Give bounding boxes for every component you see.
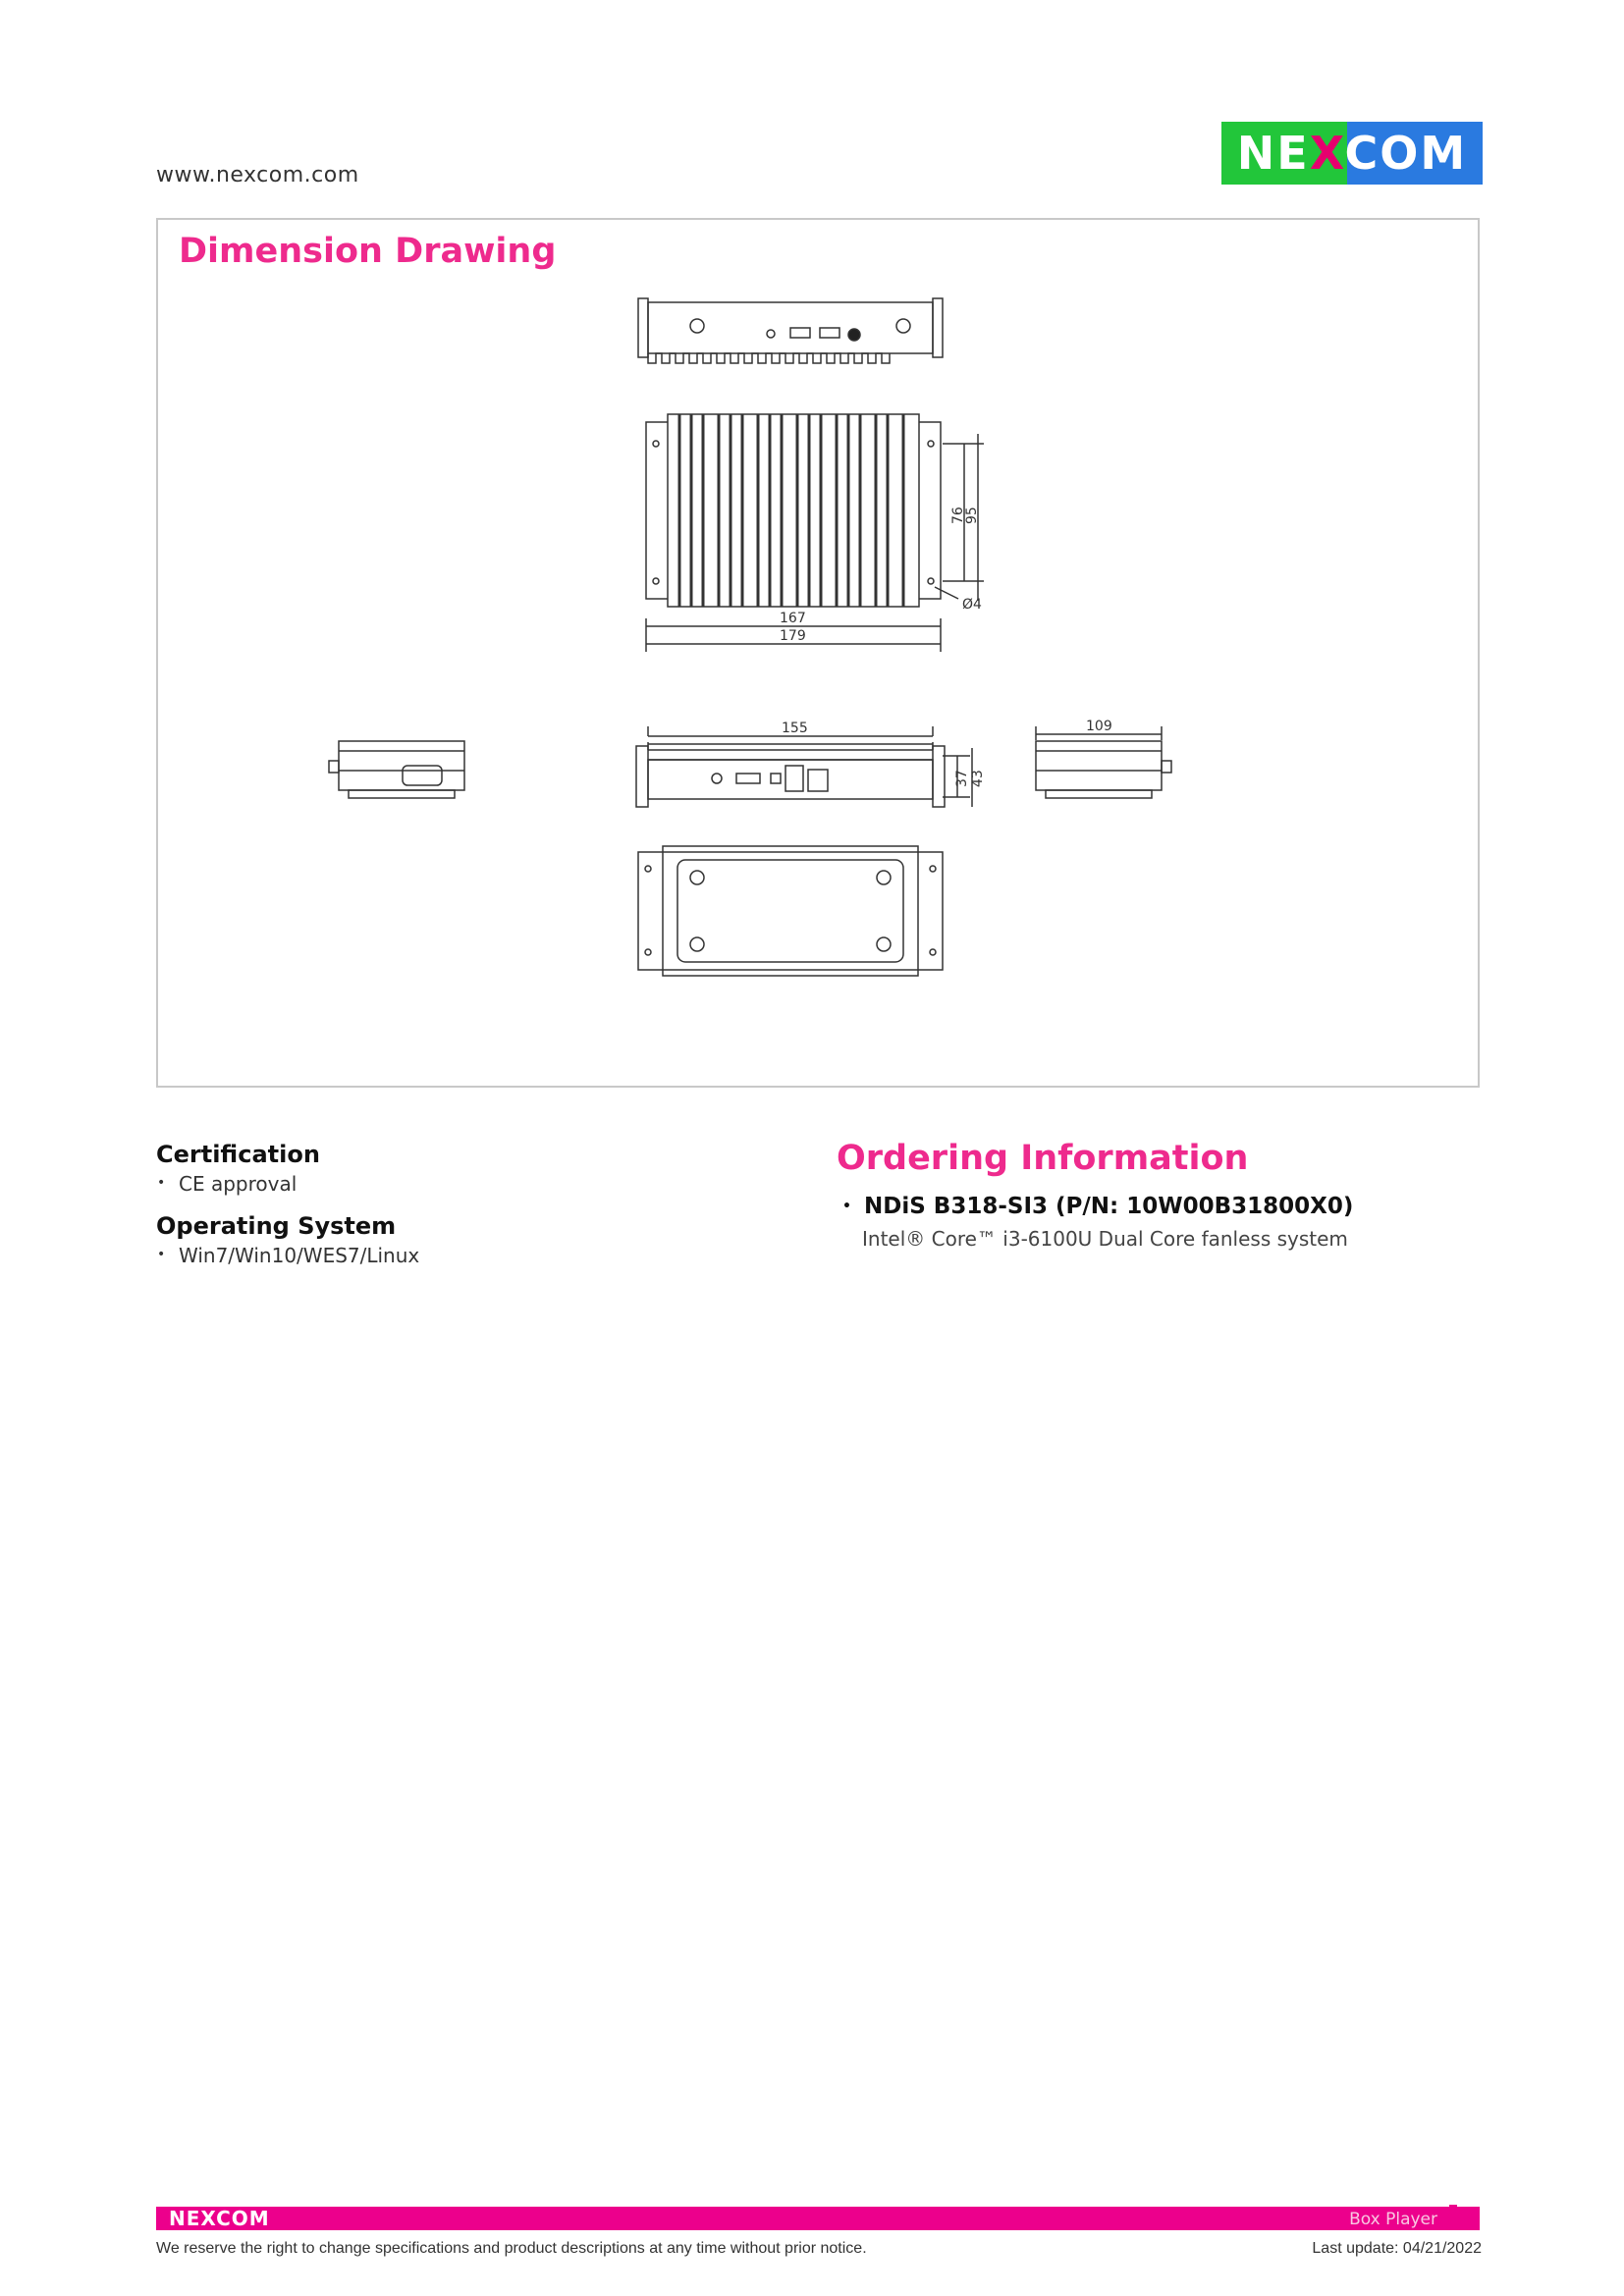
- os-item: • Win7/Win10/WES7/Linux: [179, 1244, 419, 1267]
- dim-179: 179: [780, 628, 806, 644]
- top-plan-view: [646, 414, 984, 652]
- dim-109: 109: [1086, 719, 1112, 734]
- left-side-view: [329, 741, 464, 798]
- dim-diameter-4: Ø4: [962, 597, 982, 613]
- footer-bar: [156, 2207, 1480, 2230]
- footer-last-update: Last update: 04/21/2022: [1312, 2240, 1482, 2257]
- dim-155: 155: [782, 721, 808, 736]
- dim-167: 167: [780, 611, 806, 626]
- right-side-view: [1036, 726, 1171, 798]
- dim-76: 76: [950, 507, 966, 524]
- dimension-drawing-title: Dimension Drawing: [179, 232, 557, 271]
- website-url[interactable]: www.nexcom.com: [156, 163, 359, 187]
- rear-panel-view: [636, 726, 972, 807]
- certification-heading: Certification: [156, 1141, 320, 1168]
- bottom-view: [638, 846, 943, 976]
- footer-product: Box Player: [1349, 2210, 1437, 2229]
- dimension-drawing: [314, 285, 1316, 1050]
- footer-logo: NEXCOM: [169, 2207, 270, 2230]
- logo-text: NEXCOM: [1236, 127, 1468, 180]
- footer-mark-icon: [1449, 2205, 1479, 2230]
- dim-37: 37: [954, 770, 970, 787]
- ordering-title: Ordering Information: [837, 1139, 1249, 1178]
- certification-item: • CE approval: [179, 1172, 297, 1196]
- ordering-description: Intel® Core™ i3-6100U Dual Core fanless system: [862, 1227, 1348, 1251]
- dim-43: 43: [970, 770, 986, 787]
- footer-disclaimer: We reserve the right to change specifications and product descriptions at any time without prior notice.: [156, 2240, 867, 2257]
- ordering-item: • NDiS B318-SI3 (P/N: 10W00B31800X0): [864, 1194, 1353, 1219]
- os-heading: Operating System: [156, 1212, 397, 1240]
- front-panel-view: [638, 298, 943, 363]
- dim-95: 95: [964, 507, 980, 524]
- nexcom-logo: [1221, 122, 1483, 185]
